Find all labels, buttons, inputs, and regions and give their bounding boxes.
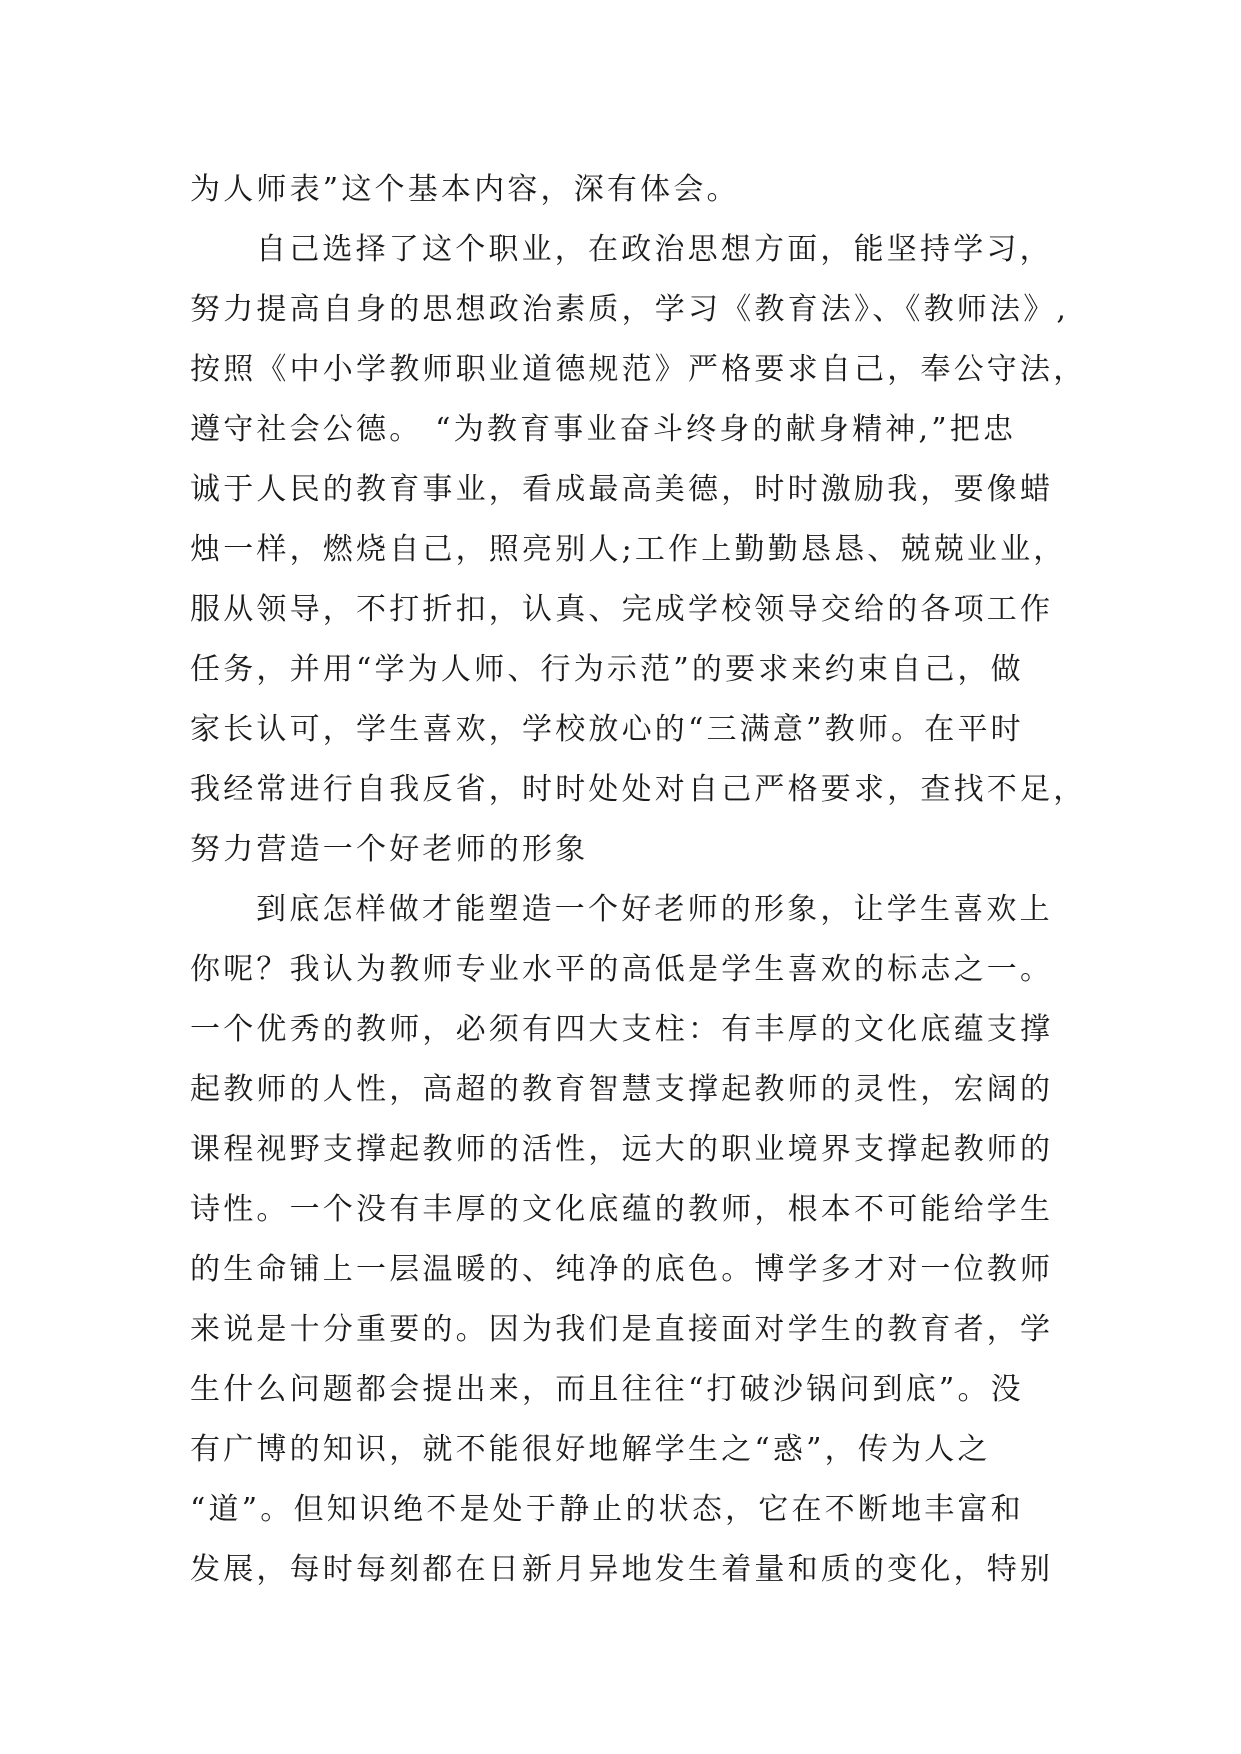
text-line: 生什么问题都会提出来，而且往往“打破沙锅问到底”。没 bbox=[190, 1372, 1024, 1407]
document-body bbox=[190, 160, 1087, 1600]
text-line: 我经常进行自我反省，时时处处对自己严格要求，查找不足， bbox=[190, 772, 1087, 807]
text-line: 发展，每时每刻都在日新月异地发生着量和质的变化，特别 bbox=[190, 1552, 1054, 1587]
text-line: 按照《中小学教师职业道德规范》严格要求自己，奉公守法， bbox=[190, 352, 1087, 387]
text-line: 努力营造一个好老师的形象 bbox=[190, 832, 589, 867]
text-line: 遵守社会公德。 “为教育事业奋斗终身的献身精神,”把忠 bbox=[190, 412, 1017, 447]
text-line: 为人师表”这个基本内容，深有体会。 bbox=[190, 172, 740, 207]
text-line: 来说是十分重要的。因为我们是直接面对学生的教育者，学 bbox=[190, 1312, 1054, 1347]
text-line: 诗性。一个没有丰厚的文化底蕴的教师，根本不可能给学生 bbox=[190, 1192, 1054, 1227]
text-line: 有广博的知识，就不能很好地解学生之“惑”，传为人之 bbox=[190, 1432, 991, 1467]
paragraph-first-line: 到底怎样做才能塑造一个好老师的形象，让学生喜欢上 bbox=[256, 892, 1053, 927]
text-line: 的生命铺上一层温暖的、纯净的底色。博学多才对一位教师 bbox=[190, 1252, 1054, 1287]
text-line: 任务，并用“学为人师、行为示范”的要求来约束自己，做 bbox=[190, 652, 1024, 687]
text-line: 你呢？我认为教师专业水平的高低是学生喜欢的标志之一。 bbox=[190, 952, 1054, 987]
text-line: 努力提高自身的思想政治素质，学习《教育法》、《教师法》, bbox=[190, 292, 1070, 327]
text-line: “道”。但知识绝不是处于静止的状态，它在不断地丰富和 bbox=[190, 1492, 1024, 1527]
text-line: 一个优秀的教师，必须有四大支柱：有丰厚的文化底蕴支撑 bbox=[190, 1012, 1054, 1047]
paragraph-first-line: 自己选择了这个职业，在政治思想方面，能坚持学习， bbox=[256, 232, 1053, 267]
text-line: 起教师的人性，高超的教育智慧支撑起教师的灵性，宏阔的 bbox=[190, 1072, 1054, 1107]
text-line: 家长认可，学生喜欢，学校放心的“三满意”教师。在平时 bbox=[190, 712, 1024, 747]
text-line: 课程视野支撑起教师的活性，远大的职业境界支撑起教师的 bbox=[190, 1132, 1054, 1167]
text-line: 诚于人民的教育事业，看成最高美德，时时激励我，要像蜡 bbox=[190, 472, 1054, 507]
text-line: 服从领导，不打折扣，认真、完成学校领导交给的各项工作 bbox=[190, 592, 1054, 627]
text-line: 烛一样，燃烧自己，照亮别人;工作上勤勤恳恳、兢兢业业， bbox=[190, 532, 1067, 567]
